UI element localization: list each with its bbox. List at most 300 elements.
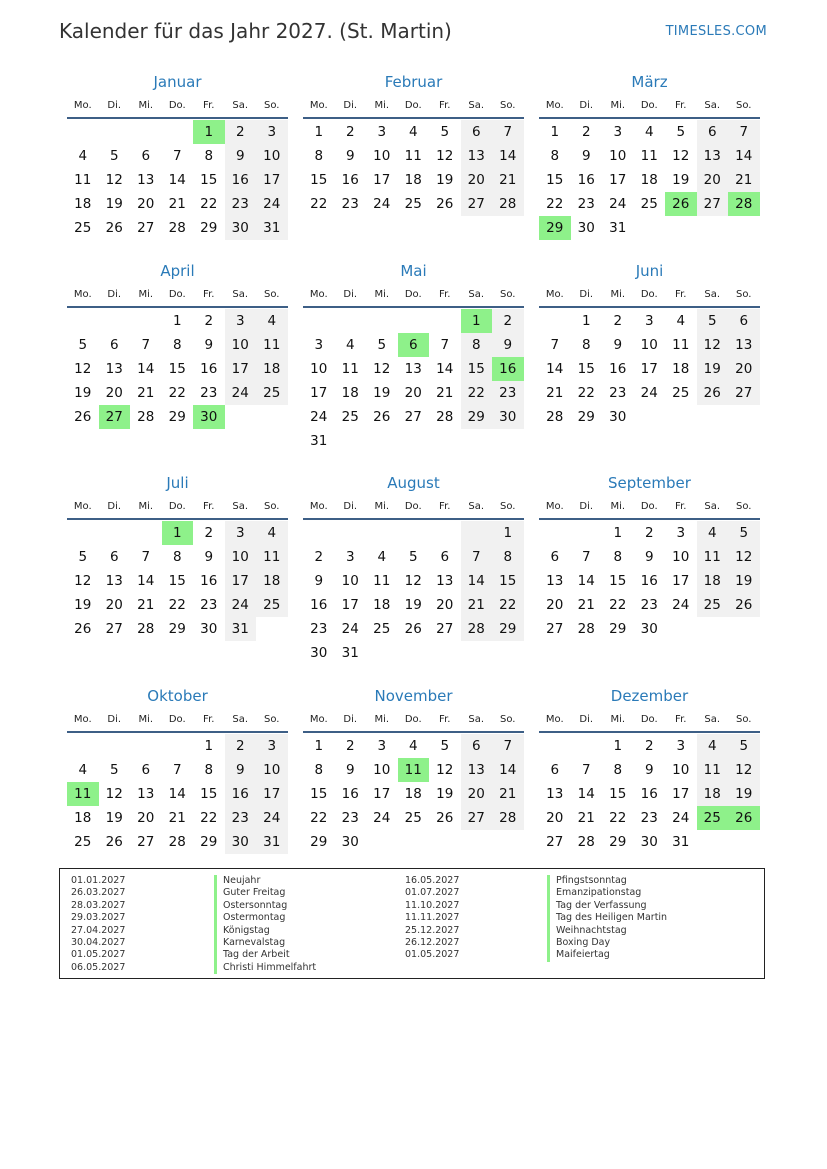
day-cell: 16 xyxy=(310,597,328,613)
day-cell: 3 xyxy=(377,738,387,754)
day-cell: 6 xyxy=(141,762,151,778)
day-cell: 23 xyxy=(341,810,359,826)
legend-date: 25.12.2027 xyxy=(405,924,460,936)
weekday-label: Mi. xyxy=(138,501,154,512)
day-cell: 8 xyxy=(172,549,182,565)
day-cell: 31 xyxy=(225,617,257,641)
day-cell: 28 xyxy=(436,409,454,425)
day-cell: 24 xyxy=(310,409,328,425)
day-cell: 5 xyxy=(109,148,119,164)
empty-cell xyxy=(99,734,131,758)
day-cell: 5 xyxy=(78,337,88,353)
day-cell: 20 xyxy=(697,168,729,192)
day-cell: 8 xyxy=(204,148,214,164)
day-cell: 21 xyxy=(168,196,186,212)
weekday-label: Mi. xyxy=(138,714,154,725)
day-cell: 17 xyxy=(225,357,257,381)
day-cell: 22 xyxy=(310,810,328,826)
week-row xyxy=(539,782,760,806)
day-cell: 12 xyxy=(404,573,422,589)
day-cell: 12 xyxy=(672,148,690,164)
header-rule xyxy=(303,731,524,733)
day-cell: 1 xyxy=(613,738,623,754)
day-cell: 1 xyxy=(581,313,591,329)
empty-cell xyxy=(665,216,697,240)
day-cell: 14 xyxy=(168,786,186,802)
day-cell: 25 xyxy=(404,196,422,212)
legend-date: 29.03.2027 xyxy=(71,912,126,924)
holiday-day-cell: 11 xyxy=(398,758,430,782)
day-cell: 19 xyxy=(728,782,760,806)
day-cell: 29 xyxy=(310,834,328,850)
week-row xyxy=(67,734,288,758)
weekday-label: Mo. xyxy=(309,289,328,300)
weekday-label: Di. xyxy=(107,100,122,111)
week-row xyxy=(539,545,760,569)
day-cell: 14 xyxy=(436,361,454,377)
week-row xyxy=(303,120,524,144)
empty-cell xyxy=(67,734,99,758)
day-cell: 19 xyxy=(697,357,729,381)
day-cell: 27 xyxy=(105,621,123,637)
day-cell: 13 xyxy=(105,361,123,377)
weekday-label: Do. xyxy=(640,714,658,725)
day-cell: 24 xyxy=(225,381,257,405)
month-name: Mai xyxy=(400,262,427,280)
weekday-label: Fr. xyxy=(439,714,451,725)
day-cell: 8 xyxy=(613,549,623,565)
day-cell: 11 xyxy=(640,148,658,164)
weekday-label: Mo. xyxy=(309,714,328,725)
header-rule xyxy=(303,518,524,520)
weekday-label: Mi. xyxy=(374,289,390,300)
day-cell: 3 xyxy=(256,120,288,144)
weekday-label: Sa. xyxy=(232,100,249,111)
day-cell: 29 xyxy=(577,409,595,425)
weekday-label: Do. xyxy=(404,501,422,512)
month-name: Juni xyxy=(635,262,664,280)
header-rule xyxy=(539,306,760,308)
header-rule xyxy=(67,117,288,119)
legend-date: 27.04.2027 xyxy=(71,924,126,936)
week-row xyxy=(67,782,288,806)
day-cell: 24 xyxy=(373,810,391,826)
day-cell: 25 xyxy=(341,409,359,425)
day-cell: 30 xyxy=(609,409,627,425)
month-5 xyxy=(539,262,760,429)
day-cell: 9 xyxy=(492,333,524,357)
day-cell: 17 xyxy=(640,361,658,377)
day-cell: 28 xyxy=(492,806,524,830)
day-cell: 21 xyxy=(168,810,186,826)
month-name: Januar xyxy=(153,73,202,91)
day-cell: 1 xyxy=(204,738,214,754)
day-cell: 21 xyxy=(546,385,564,401)
empty-cell xyxy=(398,429,430,453)
day-cell: 18 xyxy=(256,357,288,381)
day-cell: 29 xyxy=(461,405,493,429)
day-cell: 9 xyxy=(581,148,591,164)
weekday-label: Fr. xyxy=(439,100,451,111)
week-row xyxy=(539,521,760,545)
weekday-label: Sa. xyxy=(232,714,249,725)
day-cell: 10 xyxy=(256,758,288,782)
weekday-label: Mo. xyxy=(545,100,564,111)
day-cell: 11 xyxy=(341,361,359,377)
day-cell: 19 xyxy=(105,810,123,826)
week-row xyxy=(303,758,524,782)
day-cell: 6 xyxy=(109,549,119,565)
header-rule xyxy=(539,518,760,520)
day-cell: 24 xyxy=(672,810,690,826)
week-row xyxy=(539,593,760,617)
week-row xyxy=(303,782,524,806)
day-cell: 20 xyxy=(728,357,760,381)
day-cell: 2 xyxy=(345,124,355,140)
day-cell: 14 xyxy=(168,172,186,188)
empty-cell xyxy=(728,830,760,854)
day-cell: 17 xyxy=(609,172,627,188)
day-cell: 8 xyxy=(172,337,182,353)
day-cell: 9 xyxy=(644,549,654,565)
day-cell: 30 xyxy=(577,220,595,236)
weekday-label: Sa. xyxy=(468,289,485,300)
month-10 xyxy=(303,687,524,854)
day-cell: 23 xyxy=(609,385,627,401)
legend-holiday-name: Tag des Heiligen Martin xyxy=(547,912,667,924)
legend-date: 01.05.2027 xyxy=(405,949,460,961)
empty-cell xyxy=(539,309,571,333)
day-cell: 21 xyxy=(728,168,760,192)
day-cell: 22 xyxy=(609,597,627,613)
week-row xyxy=(303,641,524,665)
day-cell: 23 xyxy=(225,192,257,216)
day-cell: 4 xyxy=(644,124,654,140)
day-cell: 26 xyxy=(436,196,454,212)
day-cell: 19 xyxy=(105,196,123,212)
legend-holiday-name: Karnevalstag xyxy=(214,937,316,949)
day-cell: 15 xyxy=(609,786,627,802)
week-row xyxy=(67,333,288,357)
day-cell: 8 xyxy=(204,762,214,778)
weekday-label: Do. xyxy=(168,501,186,512)
day-cell: 7 xyxy=(141,549,151,565)
day-cell: 5 xyxy=(440,738,450,754)
day-cell: 9 xyxy=(644,762,654,778)
weekday-label: So. xyxy=(736,501,752,512)
legend-dates-col-1 xyxy=(71,875,125,974)
weekday-header xyxy=(303,498,524,515)
day-cell: 29 xyxy=(609,621,627,637)
weekday-label: Mi. xyxy=(610,501,626,512)
month-name: Dezember xyxy=(610,687,689,705)
day-cell: 27 xyxy=(404,409,422,425)
day-cell: 30 xyxy=(225,830,257,854)
weekday-header xyxy=(303,286,524,303)
day-cell: 16 xyxy=(225,782,257,806)
day-cell: 28 xyxy=(168,220,186,236)
weekday-label: Sa. xyxy=(232,501,249,512)
day-cell: 3 xyxy=(256,734,288,758)
day-cell: 28 xyxy=(577,834,595,850)
day-cell: 3 xyxy=(676,525,686,541)
day-cell: 17 xyxy=(672,786,690,802)
day-cell: 3 xyxy=(225,521,257,545)
day-cell: 6 xyxy=(141,148,151,164)
day-cell: 23 xyxy=(341,196,359,212)
empty-cell xyxy=(634,216,666,240)
weekday-header xyxy=(539,711,760,728)
day-cell: 27 xyxy=(137,834,155,850)
weekday-label: Sa. xyxy=(704,289,721,300)
weekday-label: Sa. xyxy=(704,501,721,512)
day-cell: 13 xyxy=(728,333,760,357)
day-cell: 17 xyxy=(310,385,328,401)
day-cell: 9 xyxy=(225,144,257,168)
weekday-label: Di. xyxy=(579,501,594,512)
day-cell: 28 xyxy=(168,834,186,850)
week-row xyxy=(539,168,760,192)
day-cell: 7 xyxy=(461,545,493,569)
weekday-label: Di. xyxy=(343,289,358,300)
day-cell: 29 xyxy=(609,834,627,850)
empty-cell xyxy=(634,405,666,429)
day-cell: 7 xyxy=(581,762,591,778)
day-cell: 15 xyxy=(168,361,186,377)
day-cell: 10 xyxy=(225,545,257,569)
day-cell: 14 xyxy=(577,786,595,802)
day-cell: 17 xyxy=(256,782,288,806)
day-cell: 26 xyxy=(697,381,729,405)
empty-cell xyxy=(728,405,760,429)
day-cell: 2 xyxy=(314,549,324,565)
day-cell: 10 xyxy=(310,361,328,377)
day-cell: 30 xyxy=(310,645,328,661)
day-cell: 1 xyxy=(550,124,560,140)
day-cell: 1 xyxy=(172,313,182,329)
day-cell: 15 xyxy=(200,786,218,802)
brand-logo[interactable]: TIMESLES.COM xyxy=(665,24,767,39)
day-cell: 19 xyxy=(436,786,454,802)
legend-date: 06.05.2027 xyxy=(71,961,126,973)
day-cell: 25 xyxy=(373,621,391,637)
day-cell: 5 xyxy=(440,124,450,140)
day-cell: 28 xyxy=(137,621,155,637)
weekday-label: Mi. xyxy=(374,501,390,512)
weekday-label: Mi. xyxy=(374,714,390,725)
week-row xyxy=(303,545,524,569)
day-cell: 4 xyxy=(78,148,88,164)
day-cell: 25 xyxy=(697,593,729,617)
legend-holiday-name: Königstag xyxy=(214,925,316,937)
day-cell: 15 xyxy=(609,573,627,589)
day-cell: 16 xyxy=(200,573,218,589)
empty-cell xyxy=(130,120,162,144)
day-cell: 26 xyxy=(74,409,92,425)
weekday-header xyxy=(539,97,760,114)
day-cell: 18 xyxy=(697,782,729,806)
empty-cell xyxy=(461,429,493,453)
day-cell: 21 xyxy=(461,593,493,617)
day-cell: 31 xyxy=(310,433,328,449)
month-0 xyxy=(67,73,288,240)
week-row xyxy=(539,381,760,405)
weekday-header xyxy=(67,498,288,515)
week-row xyxy=(303,333,524,357)
day-cell: 12 xyxy=(728,758,760,782)
day-cell: 10 xyxy=(672,762,690,778)
day-cell: 24 xyxy=(256,192,288,216)
day-cell: 18 xyxy=(640,172,658,188)
day-cell: 25 xyxy=(672,385,690,401)
week-row xyxy=(539,192,760,216)
empty-cell xyxy=(335,429,367,453)
legend-date: 01.05.2027 xyxy=(71,949,126,961)
legend-date: 01.01.2027 xyxy=(71,875,126,886)
holiday-day-cell: 30 xyxy=(193,405,225,429)
weekday-label: Fr. xyxy=(203,289,215,300)
holiday-day-cell: 26 xyxy=(665,192,697,216)
day-cell: 21 xyxy=(137,385,155,401)
empty-cell xyxy=(130,309,162,333)
day-cell: 8 xyxy=(314,148,324,164)
day-cell: 22 xyxy=(609,810,627,826)
weekday-label: So. xyxy=(736,714,752,725)
weekday-label: So. xyxy=(264,289,280,300)
month-9 xyxy=(67,687,288,854)
legend-holiday-name: Christi Himmelfahrt xyxy=(214,962,316,974)
holiday-day-cell: 27 xyxy=(99,405,131,429)
day-cell: 14 xyxy=(728,144,760,168)
day-cell: 29 xyxy=(200,834,218,850)
day-cell: 22 xyxy=(168,385,186,401)
holiday-day-cell: 1 xyxy=(461,309,493,333)
day-cell: 24 xyxy=(672,597,690,613)
weekday-label: Fr. xyxy=(439,289,451,300)
day-cell: 20 xyxy=(137,810,155,826)
day-cell: 7 xyxy=(550,337,560,353)
holiday-day-cell: 16 xyxy=(492,357,524,381)
empty-cell xyxy=(256,617,288,641)
week-row xyxy=(67,192,288,216)
day-cell: 20 xyxy=(546,810,564,826)
weekday-label: Mo. xyxy=(545,714,564,725)
holiday-day-cell: 29 xyxy=(539,216,571,240)
day-cell: 19 xyxy=(74,385,92,401)
day-cell: 27 xyxy=(546,834,564,850)
empty-cell xyxy=(398,309,430,333)
day-cell: 11 xyxy=(74,172,92,188)
empty-cell xyxy=(366,641,398,665)
header-rule xyxy=(303,117,524,119)
empty-cell xyxy=(429,830,461,854)
day-cell: 11 xyxy=(404,148,422,164)
day-cell: 18 xyxy=(341,385,359,401)
day-cell: 17 xyxy=(225,569,257,593)
day-cell: 3 xyxy=(676,738,686,754)
day-cell: 12 xyxy=(105,786,123,802)
day-cell: 23 xyxy=(577,196,595,212)
day-cell: 7 xyxy=(172,762,182,778)
day-cell: 16 xyxy=(640,573,658,589)
day-cell: 7 xyxy=(492,734,524,758)
week-row xyxy=(539,758,760,782)
day-cell: 20 xyxy=(546,597,564,613)
day-cell: 27 xyxy=(436,621,454,637)
day-cell: 9 xyxy=(314,573,324,589)
weekday-label: Mi. xyxy=(610,100,626,111)
day-cell: 21 xyxy=(436,385,454,401)
weekday-label: Mo. xyxy=(545,501,564,512)
week-row xyxy=(539,144,760,168)
week-row xyxy=(67,806,288,830)
day-cell: 26 xyxy=(728,593,760,617)
day-cell: 2 xyxy=(613,313,623,329)
day-cell: 4 xyxy=(408,738,418,754)
day-cell: 10 xyxy=(341,573,359,589)
day-cell: 21 xyxy=(492,168,524,192)
empty-cell xyxy=(665,617,697,641)
week-row xyxy=(67,569,288,593)
week-row xyxy=(67,120,288,144)
day-cell: 20 xyxy=(461,782,493,806)
week-row xyxy=(539,309,760,333)
header-rule xyxy=(539,731,760,733)
day-cell: 5 xyxy=(78,549,88,565)
week-row xyxy=(539,216,760,240)
day-cell: 15 xyxy=(310,786,328,802)
day-cell: 18 xyxy=(404,786,422,802)
day-cell: 14 xyxy=(492,144,524,168)
week-row xyxy=(303,734,524,758)
day-cell: 23 xyxy=(200,597,218,613)
day-cell: 2 xyxy=(644,525,654,541)
day-cell: 29 xyxy=(168,409,186,425)
day-cell: 13 xyxy=(404,361,422,377)
month-7 xyxy=(303,474,524,665)
day-cell: 23 xyxy=(492,381,524,405)
day-cell: 4 xyxy=(256,309,288,333)
legend-date: 26.03.2027 xyxy=(71,887,126,899)
legend-dates-col-2 xyxy=(405,875,459,962)
holiday-day-cell: 28 xyxy=(728,192,760,216)
day-cell: 8 xyxy=(550,148,560,164)
day-cell: 22 xyxy=(577,385,595,401)
day-cell: 12 xyxy=(697,333,729,357)
month-11 xyxy=(539,687,760,854)
week-row xyxy=(303,429,524,453)
day-cell: 17 xyxy=(373,786,391,802)
day-cell: 22 xyxy=(200,196,218,212)
legend-holiday-name: Ostersonntag xyxy=(214,900,316,912)
day-cell: 1 xyxy=(314,124,324,140)
day-cell: 15 xyxy=(577,361,595,377)
legend-holiday-name: Emanzipationstag xyxy=(547,887,667,899)
day-cell: 29 xyxy=(168,621,186,637)
empty-cell xyxy=(429,309,461,333)
day-cell: 4 xyxy=(676,313,686,329)
weekday-label: Do. xyxy=(168,714,186,725)
legend-holiday-name: Pfingstsonntag xyxy=(547,875,667,887)
day-cell: 4 xyxy=(408,124,418,140)
day-cell: 26 xyxy=(105,220,123,236)
day-cell: 27 xyxy=(546,621,564,637)
empty-cell xyxy=(492,830,524,854)
weekday-label: Fr. xyxy=(675,289,687,300)
day-cell: 26 xyxy=(436,810,454,826)
day-cell: 4 xyxy=(697,521,729,545)
empty-cell xyxy=(461,521,493,545)
